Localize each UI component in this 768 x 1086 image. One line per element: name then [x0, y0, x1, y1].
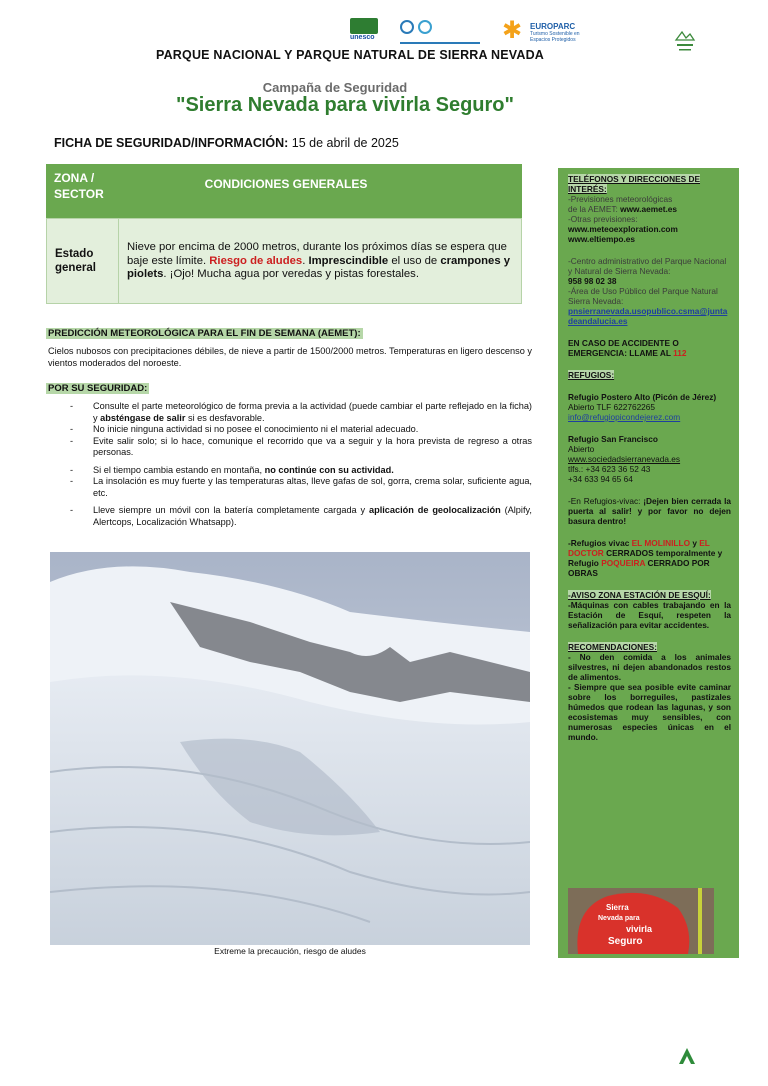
meteoexploration-link[interactable]: www.meteoexploration.com — [568, 224, 678, 234]
svg-text:Seguro: Seguro — [608, 936, 643, 947]
conditions-description: Nieve por encima de 2000 metros, durante los próximos días se espera que baje este límite. Riesgo de aludes. Imprescindible el uso de crampones y piolets. ¡Ojo! Mucha agua por veredas y pistas forestales. — [127, 241, 511, 280]
prediction-title: PREDICCIÓN METEOROLÓGICA PARA EL FIN DE SEMANA (AEMET): — [48, 328, 361, 339]
emergency-notice: EN CASO DE ACCIDENTE O EMERGENCIA: LLAME AL 112 — [568, 338, 687, 358]
list-item: - Si el tiempo cambia estando en montaña, no continúe con su actividad. — [70, 464, 394, 475]
ski-warning-text: -Máquinas con cables trabajando en la Estación de Esquí, respeten la señalización para evitar accidentes. — [568, 600, 731, 630]
header-logos — [0, 12, 768, 52]
table-row — [46, 218, 522, 304]
ski-warning-title: -AVISO ZONA ESTACIÓN DE ESQUÍ: — [568, 590, 711, 600]
junta-andalucia-logo — [676, 1046, 698, 1072]
ficha-line — [54, 136, 399, 150]
sociedad-link[interactable]: www.sociedadsierranevada.es — [568, 454, 681, 464]
europarc-logo: ✱ EUROPARC Turismo Sostenible en Espacios Protegidos — [502, 17, 580, 44]
prediction-text: Cielos nubosos con precipitaciones débiles, de nieve a partir de 1500/2000 metros. Temperaturas en ligero descenso y vientos moderados del noroeste. — [48, 346, 532, 368]
estado-general-cell: Estado general — [55, 248, 96, 274]
sidebar-info-panel: TELÉFONOS Y DIRECCIONES DE INTERÉS: -Previsiones meteorológicas de la AEMET: www.aemet.es -Otras previsiones: www.meteoexploration.com www.eltiempo.es -Centro administrativo del Parque Nacional y Natural de Sierra Nevada: 958 98 02 38 -Área de Uso Público del Parque Natural Sierra Nevada: pnsierranevada.usopublico.csma@juntadeandalucia.es EN CASO DE ACCIDENTE O EMERGENCIA: LLAME AL 112 REFUGIOS: Refugio Postero Alto (Picón de Jérez) Abierto TLF 622762265 info@refugiopicondejerez.com Refugio San Francisco Abierto www.sociedadsierranevada.es tlfs.: +34 623 36 52 43 +34 633 94 65 64 -En Refugios-vivac: ¡Dejen bien cerrada la puerta al salir! y por favor no dejen basura dentro! -Refugios vivac EL MOLINILLO y EL DOCTOR CERRADOS temporalmente y Refugio POQUEIRA CERRADO POR OBRAS -AVISO ZONA ESTACIÓN DE ESQUÍ: -Máquinas con cables trabajando en la Estación de Esquí, respeten la señalización para evitar accidentes. RECOMENDACIONES: - No den comida a los animales silvestres, ni dejen abandonados restos de alimentos. - Siempre que sea posible evite caminar sobre los borreguiles, pastizales húmedos que rodean las lagunas, y son ecosistemas muy sensibles, con numerosas especies únicas en el mundo. Sierra Nevada para vivirla Seguro — [558, 168, 739, 958]
ficha-date: 15 de abril de 2025 — [291, 136, 399, 150]
list-item: - Consulte el parte meteorológico de forma previa a la actividad (puede cambiar el parte reflejado en la ficha) y absténgase de salir si es desfavorable. — [70, 401, 532, 423]
svg-text:Nevada para: Nevada para — [598, 915, 640, 922]
park-title: PARQUE NACIONAL Y PARQUE NATURAL DE SIERRA NEVADA — [155, 48, 545, 62]
recommendations-title: RECOMENDACIONES: — [568, 642, 657, 652]
condiciones-header: CONDICIONES GENERALES — [204, 177, 368, 191]
campaign-shirt-photo — [568, 888, 714, 954]
aemet-link[interactable]: www.aemet.es — [620, 204, 677, 214]
area-email-link[interactable]: pnsierranevada.usopublico.csma@juntadeandalucia.es — [568, 306, 728, 326]
table-header — [46, 164, 522, 218]
centro-phone: 958 98 02 38 — [568, 276, 617, 286]
refugios-title: REFUGIOS: — [568, 370, 615, 380]
zona-sector-header: ZONA / SECTOR — [54, 171, 104, 201]
list-item: - Evite salir solo; si lo hace, comunique el recorrido que va a seguir y la hora prevista de regreso a otras personas. — [70, 435, 532, 457]
conditions-table — [46, 164, 522, 304]
ficha-label: FICHA DE SEGURIDAD/INFORMACIÓN: — [54, 136, 289, 150]
unesco-logo: unesco — [350, 18, 384, 52]
svg-text:vivirla: vivirla — [626, 924, 653, 934]
list-item: - No inicie ninguna actividad si no posee el conocimiento ni el material adecuado. — [70, 424, 419, 434]
avalanche-photo — [50, 552, 530, 945]
contacts-title: TELÉFONOS Y DIRECCIONES DE INTERÉS: — [568, 174, 701, 194]
vivac-notice: -En Refugios-vivac: ¡Dejen bien cerrada la puerta al salir! y por favor no dejen basura dentro! — [568, 496, 731, 526]
safety-title: POR SU SEGURIDAD: — [48, 383, 148, 394]
refugio-san-francisco: Refugio San Francisco — [568, 434, 658, 444]
list-item: - Lleve siempre un móvil con la batería completamente cargada y aplicación de geolocalización (Alpify, Alertcops, Localización Whatsapp). — [70, 505, 532, 527]
closed-refuges-notice: -Refugios vivac EL MOLINILLO y EL DOCTOR CERRADOS temporalmente y Refugio POQUEIRA CERRADO POR OBRAS — [568, 538, 723, 578]
biosphere-logo — [400, 20, 480, 46]
eltiempo-link[interactable]: www.eltiempo.es — [568, 234, 636, 244]
refugio-email-link[interactable]: info@refugiopicondejerez.com — [568, 412, 681, 422]
photo-caption: Extreme la precaución, riesgo de aludes — [214, 946, 366, 956]
campaign-subtitle: Campaña de Seguridad — [262, 80, 408, 95]
svg-text:Sierra: Sierra — [606, 903, 629, 912]
recommendation-2: - Siempre que sea posible evite caminar sobre los borreguiles, pastizales húmedos que rodean las lagunas, y son ecosistemas muy sensibles, con numerosas especies únicas en el mundo. — [568, 682, 731, 742]
safety-list — [70, 401, 532, 528]
campaign-slogan: "Sierra Nevada para vivirla Seguro" — [175, 94, 515, 116]
refugio-postero-alto: Refugio Postero Alto (Picón de Jérez) — [568, 392, 717, 402]
recommendation-1: - No den comida a los animales silvestres, ni dejen abandonados restos de alimentos. — [568, 652, 731, 682]
list-item: - La insolación es muy fuerte y las temperaturas altas, lleve gafas de sol, gorra, crema solar, suficiente agua, etc. — [70, 476, 532, 498]
